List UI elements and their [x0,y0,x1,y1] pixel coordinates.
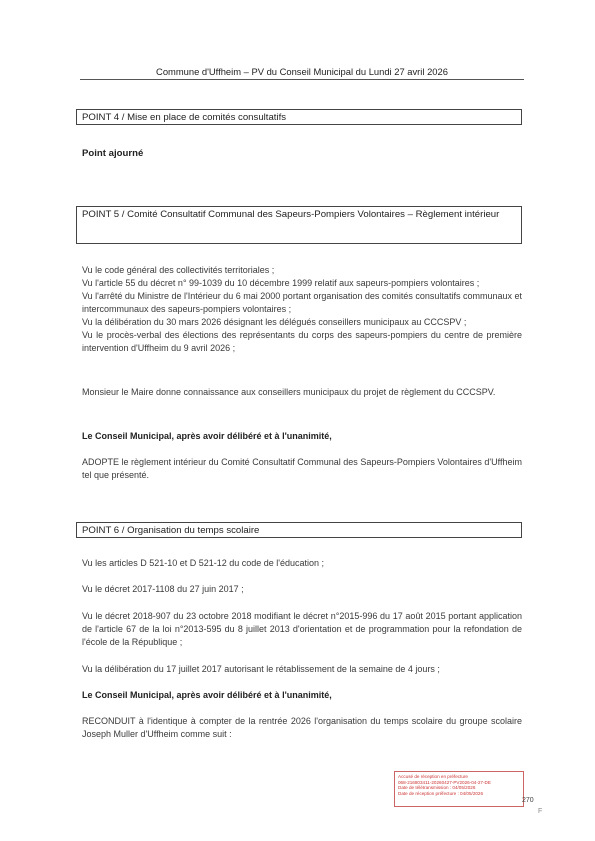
point6-vu-2: Vu le décret 2017-1108 du 27 juin 2017 ; [82,584,244,594]
considerant-item: Vu l'arrêté du Ministre de l'Intérieur du 6 mai 2000 portant organisation des comités consultatifs communaux et intercommunaux des sapeurs-pompiers volontaires ; [82,291,522,314]
prefecture-stamp [394,771,524,807]
point5-considerants [82,264,522,355]
point6-vu-1: Vu les articles D 521-10 et D 521-12 du code de l'éducation ; [82,558,325,568]
considerant-item: Vu la délibération du 30 mars 2026 désignant les délégués conseillers municipaux au CCCSPV ; [82,317,467,327]
stamp-line: Date de télétransmission : 04/05/2026 [398,785,476,791]
stamp-line: Accusé de réception en préfecture [398,774,468,779]
point5-title-box: POINT 5 / Comité Consultatif Communal des Sapeurs-Pompiers Volontaires – Règlement intérieur [76,206,522,244]
considerant-item: Vu le code général des collectivités territoriales ; [82,265,275,275]
point6-title-box: POINT 6 / Organisation du temps scolaire [76,522,522,538]
point5-info: Monsieur le Maire donne connaissance aux conseillers municipaux du projet de règlement du CCCSPV. [82,387,496,397]
point4-title-box: POINT 4 / Mise en place de comités consultatifs [76,109,522,125]
considerant-item: Vu l'article 55 du décret n° 99-1039 du 10 décembre 1999 relatif aux sapeurs-pompiers volontaires ; [82,278,480,288]
point5-decision-header: Le Conseil Municipal, après avoir délibéré et à l'unanimité, [82,431,332,441]
stamp-line: 068-216803411-20260427-PV2026-04-27-DE [398,779,491,785]
header-rule [80,79,524,80]
point6-vu-3: Vu le décret 2018-907 du 23 octobre 2018 modifiant le décret n°2015-996 du 17 août 2015 portant application de l'article 67 de la loi n°2013-595 du 8 juillet 2013 d'orientation et de programmation pour la refondation de l'école de la République ; [82,611,522,647]
considerant-item: Vu le procès-verbal des élections des représentants du corps des sapeurs-pompiers du centre de première intervention d'Uffheim du 9 avril 2026 ; [82,330,522,353]
point6-vu-4: Vu la délibération du 17 juillet 2017 autorisant le rétablissement de la semaine de 4 jours ; [82,664,440,674]
point6-decision-header: Le Conseil Municipal, après avoir délibéré et à l'unanimité, [82,690,332,700]
margin-mark: F [538,808,543,815]
page-number: 270 [522,797,534,804]
stamp-line: Date de réception préfecture : 04/05/2026 [398,790,484,796]
page-header: Commune d'Uffheim – PV du Conseil Municipal du Lundi 27 avril 2026 [156,66,448,77]
point6-decision: RECONDUIT à l'identique à compter de la rentrée 2026 l'organisation du temps scolaire du groupe scolaire Joseph Muller d'Uffheim comme suit : [82,716,522,739]
point5-decision: ADOPTE le règlement intérieur du Comité Consultatif Communal des Sapeurs-Pompiers Volontaires d'Uffheim tel que présenté. [82,457,522,480]
point4-status: Point ajourné [82,148,144,159]
